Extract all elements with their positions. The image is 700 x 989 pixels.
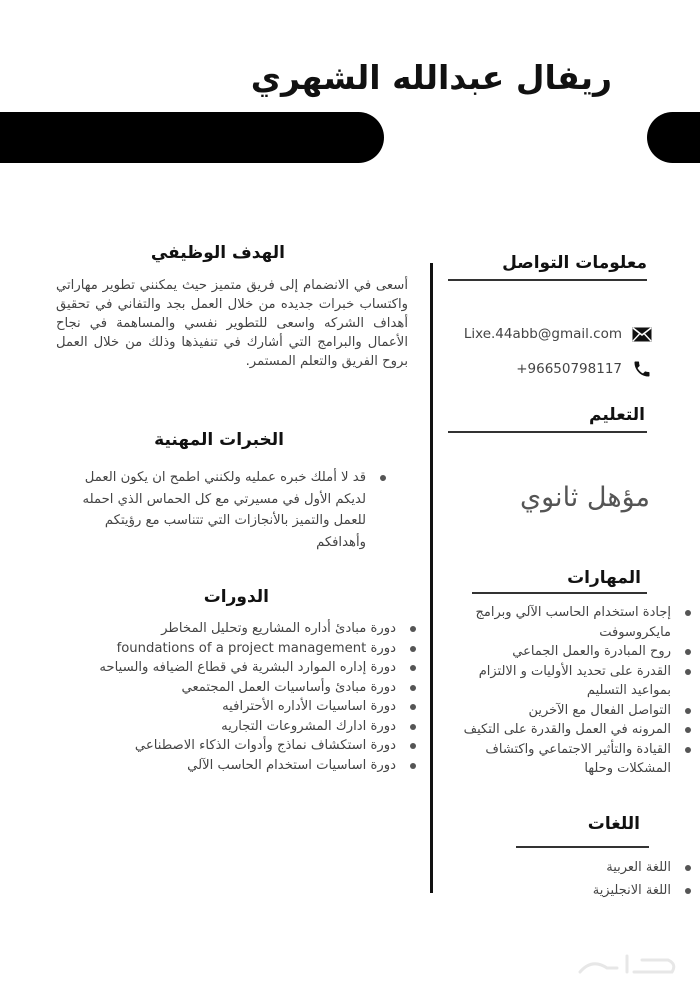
course-item: دورة مبادئ وأساسيات العمل المجتمعي [99, 678, 420, 698]
watermark-logo [572, 950, 682, 980]
course-item: دورة اساسيات الأداره الأحترافيه [99, 697, 420, 717]
skill-item: إجادة استخدام الحاسب الآلي وبرامج مايكروسوفت [455, 603, 695, 642]
course-item: دورة اساسيات استخدام الحاسب الآلي [99, 756, 420, 776]
education-title: التعليم [589, 405, 645, 425]
courses-list [99, 619, 420, 775]
education-rule [448, 431, 647, 433]
skill-item: روح المبادرة والعمل الجماعي [455, 642, 695, 662]
column-divider [430, 263, 433, 893]
header-bar-right [647, 112, 700, 163]
language-item: اللغة العربية [593, 856, 695, 879]
skills-title: المهارات [567, 568, 641, 588]
objective-title: الهدف الوظيفي [150, 243, 285, 263]
skills-rule [472, 592, 647, 594]
education-degree: مؤهل ثانوي [519, 482, 650, 513]
experience-item: قد لا أملك خبره عمليه ولكنني اطمح ان يكون العمل لديكم الأول في مسيرتي مع كل الحماس الذي احمله للعمل والتميز بالأنجازات التي تتناسب مع رؤيتكم وأهدافكم [80, 467, 390, 553]
language-item: اللغة الانجليزية [593, 879, 695, 902]
course-item: دورة مبادئ أداره المشاريع وتحليل المخاطر [99, 619, 420, 639]
objective-text: أسعى في الانضمام إلى فريق متميز حيث يمكنني تطوير مهاراتي واكتساب خبرات جديده من خلال العمل بجد والتفاني في تحقيق أهداف الشركه واسعى للتطوير نفسي والمساهمة في نجاح الأعمال والبرامج التي أشارك في تنفيذها وذلك من خلال العمل بروح الفريق والتعلم المستمر. [56, 278, 408, 369]
course-item: دورة إداره الموارد البشرية في قطاع الضيافه والسياحه [99, 658, 420, 678]
envelope-icon [632, 325, 652, 343]
course-item: دورة ادارك المشروعات التجاريه [99, 717, 420, 737]
skill-item: التواصل الفعال مع الآخرين [455, 701, 695, 721]
contact-title: معلومات التواصل [502, 253, 647, 273]
courses-title: الدورات [203, 587, 269, 607]
email-text[interactable]: Lixe.44abb@gmail.com [463, 326, 622, 342]
experience-title: الخبرات المهنية [154, 430, 284, 450]
header-bar-left [0, 112, 384, 163]
skill-item: المرونه في العمل والقدرة على التكيف [455, 720, 695, 740]
skills-list [455, 603, 695, 779]
candidate-name: ريفال عبدالله الشهري [250, 58, 612, 97]
languages-rule [516, 846, 649, 848]
contact-rule [448, 279, 647, 281]
skill-item: القدرة على تحديد الأوليات و الالتزام بمواعيد التسليم [455, 662, 695, 701]
email-row [464, 325, 652, 343]
course-item: دورة foundations of a project management [99, 639, 420, 659]
skill-item: القيادة والتأثير الاجتماعي واكتشاف المشكلات وحلها [455, 740, 695, 779]
phone-icon [632, 360, 652, 378]
course-item: دورة استكشاف نماذج وأدوات الذكاء الاصطناعي [99, 736, 420, 756]
phone-text[interactable]: +96650798117 [516, 361, 622, 377]
experience-list [80, 467, 390, 553]
languages-list [593, 856, 695, 902]
phone-row [516, 360, 652, 378]
languages-title: اللغات [587, 814, 640, 834]
